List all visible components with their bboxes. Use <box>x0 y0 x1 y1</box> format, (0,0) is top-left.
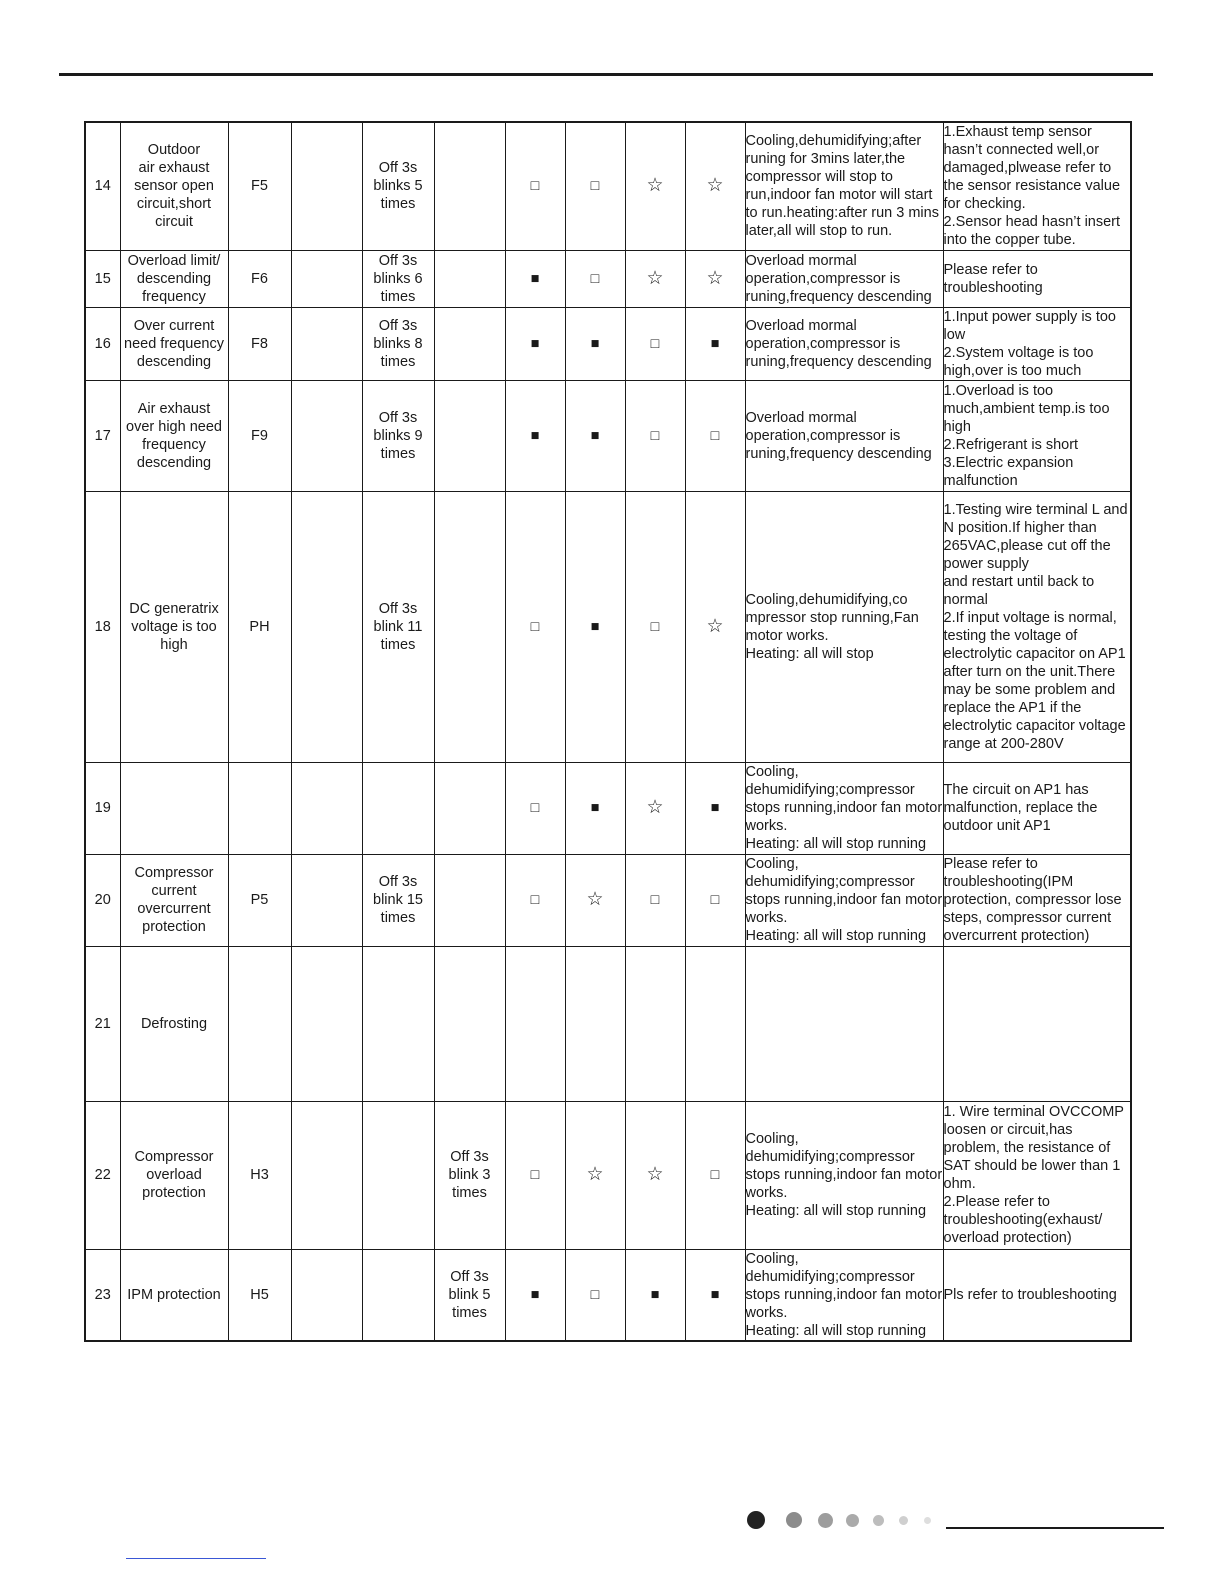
led-state-3: ☆ <box>625 250 685 307</box>
row-number: 18 <box>85 491 120 762</box>
possible-cause: Please refer to troubleshooting <box>943 250 1131 307</box>
dot-2 <box>786 1512 802 1528</box>
indicator-col-4 <box>291 250 362 307</box>
ac-status: Cooling, dehumidifying;compressor stops running,indoor fan motor works. Heating: all will stop running <box>745 856 943 944</box>
led-state-3: ☆ <box>625 122 685 250</box>
led-state-1: □ <box>505 122 565 250</box>
table-row <box>85 1101 1131 1249</box>
possible-cause <box>943 946 1131 1101</box>
led-state-4: □ <box>685 380 745 491</box>
blink-pattern-1: Off 3s blinks 5 times <box>362 122 434 250</box>
dot-3 <box>818 1513 833 1528</box>
malfunction-name: IPM protection <box>120 1249 228 1341</box>
possible-cause: 1.Overload is too much,ambient temp.is too high 2.Refrigerant is short 3.Electric expansion malfunction <box>943 380 1131 491</box>
led-state-3: □ <box>625 380 685 491</box>
led-state-3: □ <box>625 491 685 762</box>
error-code-table <box>84 121 1132 1342</box>
led-state-2: ■ <box>565 307 625 380</box>
indicator-col-4 <box>291 854 362 946</box>
display-code <box>228 946 291 1101</box>
ac-status: Cooling, dehumidifying;compressor stops running,indoor fan motor works. Heating: all will stop running <box>745 764 943 852</box>
blink-pattern-1: Off 3s blink 15 times <box>362 854 434 946</box>
ac-status: Overload mormal operation,compressor is runing,frequency descending <box>745 380 943 491</box>
blink-pattern-2 <box>434 946 505 1101</box>
indicator-col-4 <box>291 122 362 250</box>
ac-status: Cooling,dehumidifying;after runing for 3mins later,the compressor will stop to run,indoor fan motor will start to run.heating:after run 3 mins later,all will stop to run. <box>745 122 943 250</box>
blink-pattern-1 <box>362 1101 434 1249</box>
footer-link-underline <box>126 1558 266 1559</box>
malfunction-name: Outdoor air exhaust sensor open circuit,short circuit <box>120 122 228 250</box>
dot-4 <box>846 1514 859 1527</box>
indicator-col-4 <box>291 491 362 762</box>
led-state-2: ☆ <box>565 1101 625 1249</box>
row-number: 20 <box>85 854 120 946</box>
blink-pattern-1 <box>362 762 434 854</box>
table-row <box>85 1249 1131 1341</box>
malfunction-name: Compressor overload protection <box>120 1101 228 1249</box>
blink-pattern-1 <box>362 1249 434 1341</box>
led-state-1: □ <box>505 762 565 854</box>
display-code: PH <box>228 491 291 762</box>
led-state-1 <box>505 946 565 1101</box>
display-code: H5 <box>228 1249 291 1341</box>
ac-status <box>745 946 943 1101</box>
table-row <box>85 307 1131 380</box>
dot-5 <box>873 1515 884 1526</box>
led-state-4: ☆ <box>685 122 745 250</box>
row-number: 22 <box>85 1101 120 1249</box>
blink-pattern-2 <box>434 307 505 380</box>
possible-cause: Pls refer to troubleshooting <box>943 1249 1131 1341</box>
blink-pattern-1: Off 3s blinks 9 times <box>362 380 434 491</box>
ac-status: Cooling, dehumidifying;compressor stops running,indoor fan motor works. Heating: all will stop running <box>745 1249 943 1341</box>
led-state-3: ☆ <box>625 762 685 854</box>
ac-status: Overload mormal operation,compressor is runing,frequency descending <box>745 250 943 307</box>
blink-pattern-1: Off 3s blinks 6 times <box>362 250 434 307</box>
row-number: 15 <box>85 250 120 307</box>
led-state-4: □ <box>685 1101 745 1249</box>
row-number: 21 <box>85 946 120 1101</box>
display-code: F6 <box>228 250 291 307</box>
led-state-2: ■ <box>565 762 625 854</box>
led-state-1: ■ <box>505 380 565 491</box>
blink-pattern-2 <box>434 250 505 307</box>
blink-pattern-1: Off 3s blink 11 times <box>362 491 434 762</box>
led-state-4: ■ <box>685 1249 745 1341</box>
ac-status: Overload mormal operation,compressor is runing,frequency descending <box>745 307 943 380</box>
blink-pattern-2 <box>434 491 505 762</box>
led-state-3: □ <box>625 307 685 380</box>
row-number: 16 <box>85 307 120 380</box>
footer-rule <box>946 1527 1164 1529</box>
led-state-1: ■ <box>505 307 565 380</box>
blink-pattern-1 <box>362 946 434 1101</box>
dot-1 <box>747 1511 765 1529</box>
table-row <box>85 250 1131 307</box>
malfunction-name: Compressor current overcurrent protection <box>120 854 228 946</box>
display-code: P5 <box>228 854 291 946</box>
malfunction-name: Defrosting <box>120 946 228 1101</box>
table-row <box>85 380 1131 491</box>
led-state-4: ☆ <box>685 250 745 307</box>
ac-status: Cooling,dehumidifying,co mpressor stop running,Fan motor works. Heating: all will stop <box>745 491 943 762</box>
indicator-col-4 <box>291 762 362 854</box>
led-state-3: □ <box>625 854 685 946</box>
led-state-1: □ <box>505 854 565 946</box>
led-state-2: ■ <box>565 491 625 762</box>
blink-pattern-2: Off 3s blink 3 times <box>434 1101 505 1249</box>
possible-cause: 1.Exhaust temp sensor hasn’t connected well,or damaged,plwease refer to the sensor resistance value for checking. 2.Sensor head hasn’t insert into the copper tube. <box>943 122 1131 250</box>
row-number: 23 <box>85 1249 120 1341</box>
blink-pattern-2 <box>434 854 505 946</box>
led-state-4 <box>685 946 745 1101</box>
blink-pattern-2: Off 3s blink 5 times <box>434 1249 505 1341</box>
malfunction-name: Over current need frequency descending <box>120 307 228 380</box>
led-state-4: ■ <box>685 762 745 854</box>
blink-pattern-2 <box>434 122 505 250</box>
header-rule <box>59 73 1153 76</box>
led-state-2: ☆ <box>565 854 625 946</box>
table-row <box>85 122 1131 250</box>
led-state-2 <box>565 946 625 1101</box>
indicator-col-4 <box>291 946 362 1101</box>
led-state-4: ■ <box>685 307 745 380</box>
led-state-1: □ <box>505 1101 565 1249</box>
led-state-2: □ <box>565 1249 625 1341</box>
display-code: F5 <box>228 122 291 250</box>
display-code: F9 <box>228 380 291 491</box>
display-code <box>228 762 291 854</box>
led-state-2: ■ <box>565 380 625 491</box>
led-state-1: ■ <box>505 1249 565 1341</box>
indicator-col-4 <box>291 380 362 491</box>
possible-cause: The circuit on AP1 has malfunction, replace the outdoor unit AP1 <box>943 762 1131 854</box>
blink-pattern-2 <box>434 380 505 491</box>
malfunction-name: Overload limit/ descending frequency <box>120 250 228 307</box>
led-state-2: □ <box>565 122 625 250</box>
dot-6 <box>899 1516 908 1525</box>
possible-cause: 1.Testing wire terminal L and N position.If higher than 265VAC,please cut off the power supply and restart until back to normal 2.If input voltage is normal, testing the voltage of electrolytic capacitor on AP1 after turn on the unit.There may be some problem and replace the AP1 if the electrolytic capacitor voltage range at 200-280V <box>943 491 1131 762</box>
led-state-1: □ <box>505 491 565 762</box>
possible-cause: 1.Input power supply is too low 2.System voltage is too high,over is too much <box>943 307 1131 380</box>
display-code: H3 <box>228 1101 291 1249</box>
ac-status: Cooling, dehumidifying;compressor stops running,indoor fan motor works. Heating: all will stop running <box>745 1101 943 1249</box>
led-state-3: ■ <box>625 1249 685 1341</box>
display-code: F8 <box>228 307 291 380</box>
malfunction-name: DC generatrix voltage is too high <box>120 491 228 762</box>
table-row <box>85 491 1131 762</box>
malfunction-name <box>120 762 228 854</box>
indicator-col-4 <box>291 1249 362 1341</box>
table-row <box>85 762 1131 854</box>
table-row <box>85 946 1131 1101</box>
led-state-4: □ <box>685 854 745 946</box>
row-number: 17 <box>85 380 120 491</box>
blink-pattern-2 <box>434 762 505 854</box>
dot-7 <box>924 1517 931 1524</box>
led-state-1: ■ <box>505 250 565 307</box>
row-number: 19 <box>85 762 120 854</box>
possible-cause: 1. Wire terminal OVCCOMP loosen or circuit,has problem, the resistance of SAT should be lower than 1 ohm. 2.Please refer to troubleshooting(exhaust/ overload protection) <box>943 1101 1131 1249</box>
led-state-2: □ <box>565 250 625 307</box>
row-number: 14 <box>85 122 120 250</box>
malfunction-name: Air exhaust over high need frequency descending <box>120 380 228 491</box>
led-state-4: ☆ <box>685 491 745 762</box>
led-state-3: ☆ <box>625 1101 685 1249</box>
possible-cause: Please refer to troubleshooting(IPM protection, compressor lose steps, compressor current overcurrent protection) <box>943 854 1131 946</box>
indicator-col-4 <box>291 307 362 380</box>
indicator-col-4 <box>291 1101 362 1249</box>
led-state-3 <box>625 946 685 1101</box>
table-row <box>85 854 1131 946</box>
blink-pattern-1: Off 3s blinks 8 times <box>362 307 434 380</box>
